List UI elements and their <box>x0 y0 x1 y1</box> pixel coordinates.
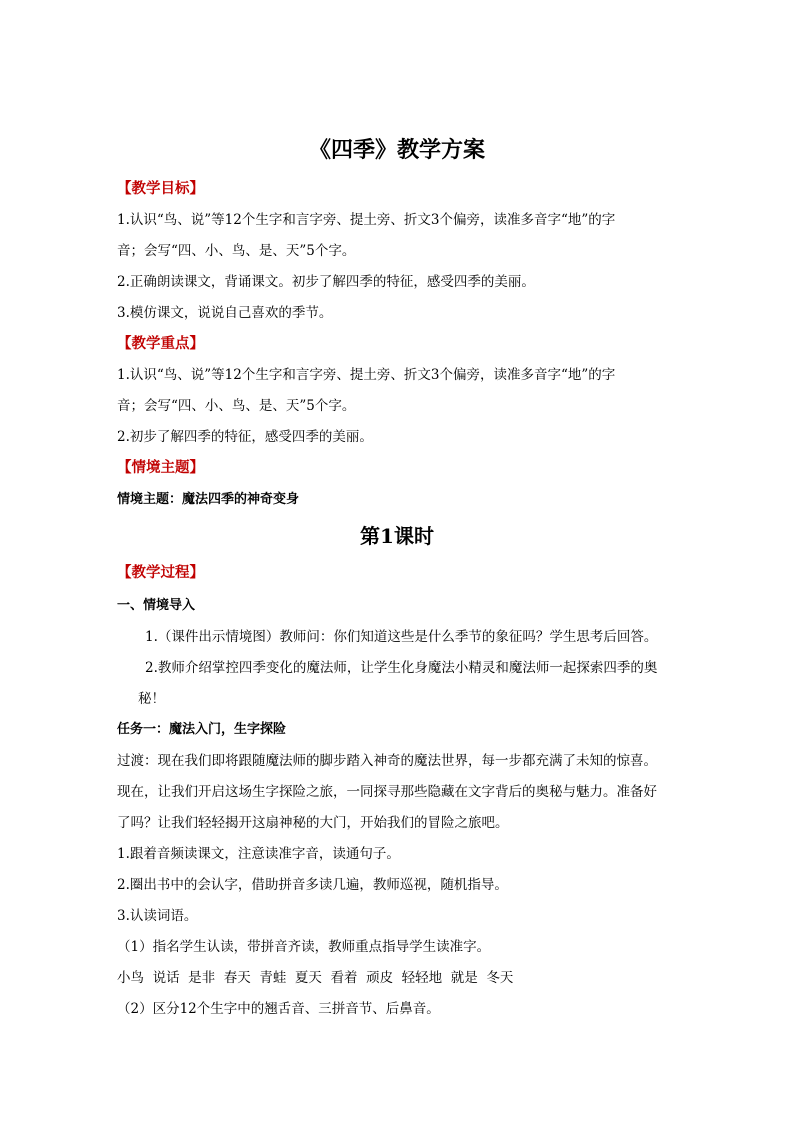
process-heading: 【教学过程】 <box>117 564 204 581</box>
key-item-1-cont: 音；会写“四、小、鸟、是、天”5个字。 <box>117 398 356 414</box>
intro-item-2-cont: 秘！ <box>138 691 165 707</box>
transition-line-2: 现在，让我们开启这场生字探险之旅，一同探寻那些隐藏在文字背后的奥秘与魅力。准备好 <box>117 784 657 800</box>
goal-item-1: 1.认识“鸟、说”等12个生字和言字旁、提土旁、折文3个偏旁，读准多音字“地”的字 <box>117 212 616 228</box>
step-1: 1.跟着音频读课文，注意读准字音，读通句子。 <box>117 846 400 862</box>
theme-text: 情境主题：魔法四季的神奇变身 <box>117 492 300 507</box>
transition-line-1: 过渡：现在我们即将跟随魔法师的脚步踏入神奇的魔法世界，每一步都充满了未知的惊喜。 <box>117 753 657 769</box>
theme-heading: 【情境主题】 <box>117 459 204 476</box>
sub-step-2: （2）区分12个生字中的翘舌音、三拼音节、后鼻音。 <box>117 1001 440 1017</box>
intro-item-2: 2.教师介绍掌控四季变化的魔法师，让学生化身魔法小精灵和魔法师一起探索四季的奥 <box>145 660 658 676</box>
goal-item-2: 2.正确朗读课文，背诵课文。初步了解四季的特征，感受四季的美丽。 <box>117 274 535 290</box>
intro-item-1: 1.（课件出示情境图）教师问：你们知道这些是什么季节的象征吗？学生思考后回答。 <box>145 629 658 645</box>
goal-item-3: 3.模仿课文，说说自己喜欢的季节。 <box>117 305 333 321</box>
sub-step-1: （1）指名学生认读，带拼音齐读，教师重点指导学生读准字。 <box>117 939 491 955</box>
goal-item-1-cont: 音；会写“四、小、鸟、是、天”5个字。 <box>117 243 356 259</box>
step-3: 3.认读词语。 <box>117 908 198 924</box>
task-1-heading: 任务一：魔法入门，生字探险 <box>117 722 287 737</box>
key-heading: 【教学重点】 <box>117 335 204 352</box>
section-intro-heading: 一、情境导入 <box>117 598 196 613</box>
key-item-2: 2.初步了解四季的特征，感受四季的美丽。 <box>117 429 373 445</box>
lesson-title: 第1课时 <box>360 524 434 548</box>
word-list: 小鸟 说话 是非 春天 青蛙 夏天 看着 顽皮 轻轻地 就是 冬天 <box>117 970 514 986</box>
transition-line-3: 了吗？让我们轻轻揭开这扇神秘的大门，开始我们的冒险之旅吧。 <box>117 815 509 831</box>
step-2: 2.圈出书中的会认字，借助拼音多读几遍，教师巡视，随机指导。 <box>117 877 508 893</box>
page-title: 《四季》教学方案 <box>308 137 485 163</box>
key-item-1: 1.认识“鸟、说”等12个生字和言字旁、提土旁、折文3个偏旁，读准多音字“地”的字 <box>117 367 616 383</box>
goal-heading: 【教学目标】 <box>117 180 204 197</box>
